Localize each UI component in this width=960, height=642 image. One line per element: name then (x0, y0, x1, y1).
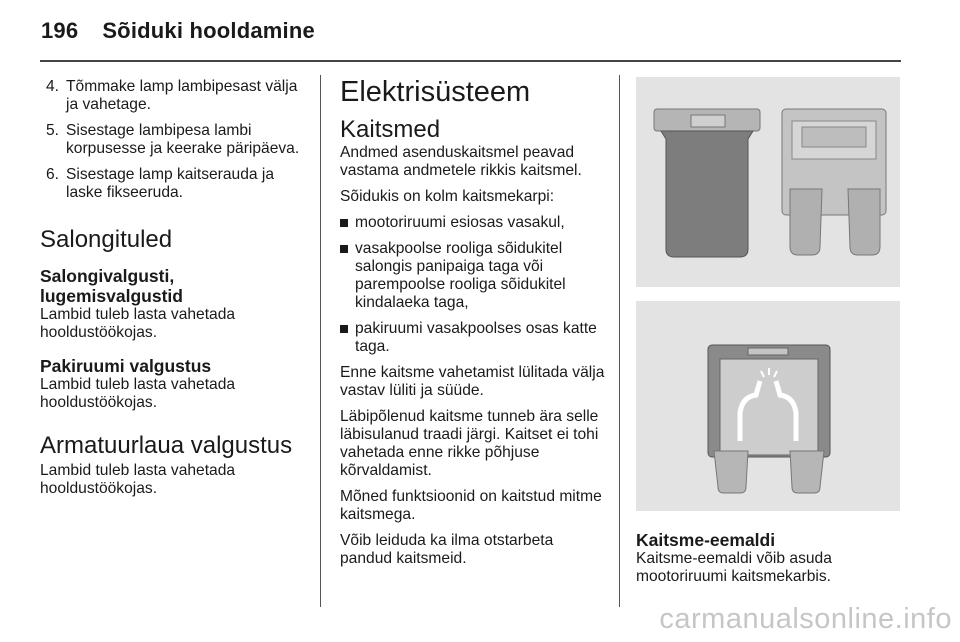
subsection-title-pakiruumi: Pakiruumi valgustus (40, 356, 212, 376)
subsection-title-salongivalgusti: Salongivalgusti, lugemisvalgustid (40, 266, 183, 306)
fuse-types-icon (636, 77, 900, 287)
bullet-icon (340, 219, 348, 227)
paragraph: Sõidukis on kolm kaitsmekarpi: (340, 188, 555, 205)
list-item: pakiruumi vasakpoolses osas katte taga. (340, 320, 606, 356)
column-divider-left (320, 75, 321, 607)
paragraph: Enne kaitsme vahetamist lülitada välja vastav lüliti ja süüde. (340, 364, 605, 399)
page-header (41, 18, 315, 44)
left-column (40, 78, 308, 506)
list-item: mootoriruumi esiosas vasakul, (340, 214, 606, 232)
column-divider-right (619, 75, 620, 607)
watermark: carmanualsonline.info (659, 603, 952, 635)
fuse-types-illustration (636, 77, 900, 287)
paragraph: Lambid tuleb lasta vahetada hooldustöökojas. (40, 376, 236, 411)
blown-fuse-icon (636, 301, 900, 511)
bullet-icon (340, 325, 348, 333)
paragraph: Läbipõlenud kaitsme tunneb ära selle läbisulanud traadi järgi. Kaitset ei tohi vahetada enne rikke põhjuse kõrvaldamist. (340, 408, 599, 479)
paragraph: Lambid tuleb lasta vahetada hooldustöökojas. (40, 306, 236, 341)
page-title: Sõiduki hooldamine (102, 18, 315, 43)
list-item: vasakpoolse rooliga sõidukitel salongis panipaiga taga või parempoolse rooliga sõidukitel kindalaeka taga, (340, 240, 606, 312)
subsection-title-kaitsmed: Kaitsmed (340, 116, 441, 143)
middle-column (340, 76, 606, 576)
section-title-armatuurlaua: Armatuurlaua valgustus (40, 432, 293, 459)
subsection-title-kaitsme-eemaldi: Kaitsme-eemaldi (636, 530, 776, 550)
bullet-icon (340, 245, 348, 253)
step-item: 5. Sisestage lambipesa lambi korpusesse ja keerake päripäeva. (46, 122, 300, 157)
paragraph: Andmed asenduskaitsmel peavad vastama andmetele rikkis kaitsmel. (340, 144, 582, 179)
blown-fuse-illustration (636, 301, 900, 511)
paragraph: Võib leiduda ka ilma otstarbeta pandud kaitsmeid. (340, 532, 554, 567)
steps-list (40, 78, 308, 202)
paragraph: Kaitsme-eemaldi võib asuda mootoriruumi kaitsmekarbis. (636, 550, 832, 585)
right-column-text (636, 530, 900, 594)
header-rule (40, 60, 901, 62)
section-title-elektrisusteem: Elektrisüsteem (340, 76, 531, 108)
paragraph: Lambid tuleb lasta vahetada hooldustöökojas. (40, 462, 236, 497)
section-title-salongituled: Salongituled (40, 226, 173, 253)
step-item: 4. Tõmmake lamp lambipesast välja ja vahetage. (46, 78, 298, 113)
fuse-box-list (340, 214, 606, 356)
step-item: 6. Sisestage lamp kaitserauda ja laske fikseeruda. (46, 166, 275, 201)
paragraph: Mõned funktsioonid on kaitstud mitme kaitsmega. (340, 488, 602, 523)
page-number: 196 (41, 18, 79, 43)
